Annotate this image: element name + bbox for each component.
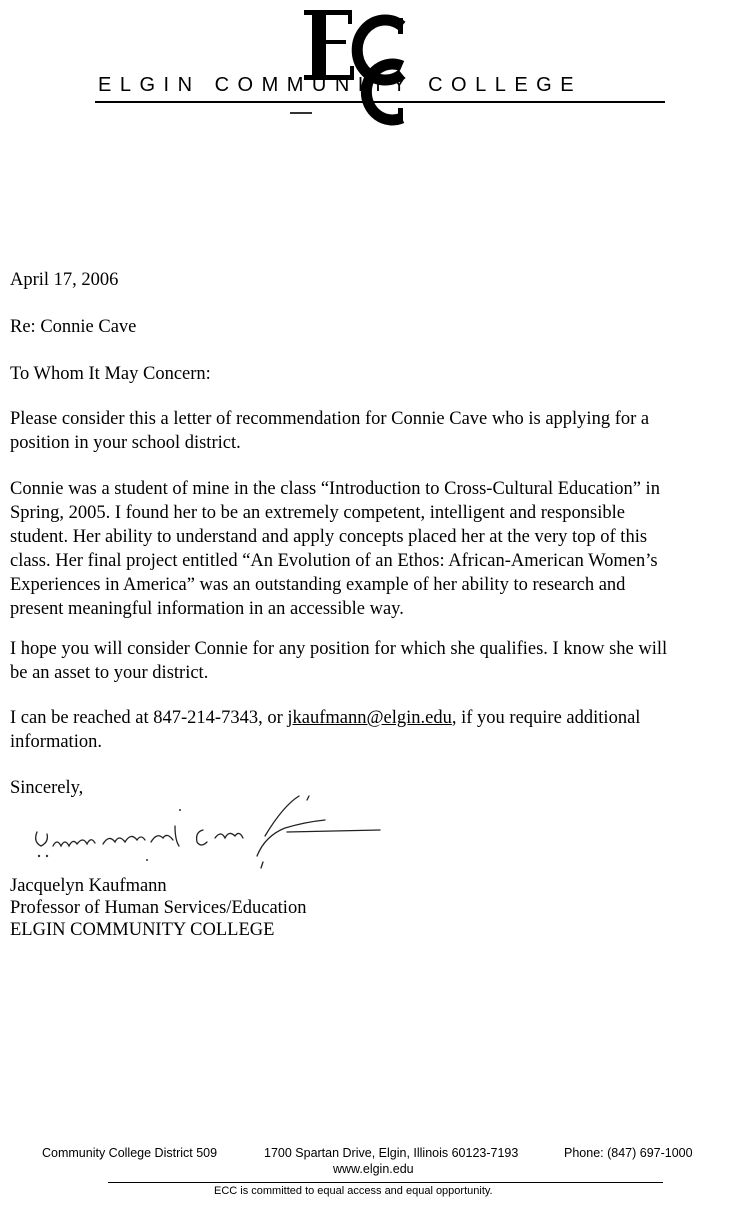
paragraph-2-line-5: Experiences in America” was an outstanding example of her ability to research and xyxy=(10,575,626,595)
paragraph-1-line-2: position in your school district. xyxy=(10,433,241,453)
contact-text-before: I can be reached at 847-214-7343, or xyxy=(10,708,288,728)
contact-text-after: , if you require additional xyxy=(451,708,641,728)
paragraph-4-line-2: information. xyxy=(10,732,102,752)
letterhead xyxy=(0,0,750,130)
footer-website[interactable]: www.elgin.edu xyxy=(333,1162,414,1176)
paragraph-2-line-1: Connie was a student of mine in the class “Introduction to Cross-Cultural Education” in xyxy=(10,479,660,499)
letter-closing: Sincerely, xyxy=(10,778,84,798)
handwritten-signature xyxy=(25,790,405,880)
letter-re-line: Re: Connie Cave xyxy=(10,317,137,337)
letter-date: April 17, 2006 xyxy=(10,270,119,290)
letterhead-mark xyxy=(290,112,312,114)
footer-phone: Phone: (847) 697-1000 xyxy=(564,1146,693,1160)
college-name: ELGIN COMMUNITY COLLEGE xyxy=(98,74,583,96)
signer-organization: ELGIN COMMUNITY COLLEGE xyxy=(10,920,275,940)
footer-equal-access: ECC is committed to equal access and equal opportunity. xyxy=(214,1185,493,1197)
paragraph-3-line-1: I hope you will consider Connie for any position for which she qualifies. I know she will xyxy=(10,639,668,659)
paragraph-3-line-2: be an asset to your district. xyxy=(10,663,209,683)
signer-title: Professor of Human Services/Education xyxy=(10,898,307,918)
email-link[interactable]: jkaufmann@elgin.edu xyxy=(287,708,452,728)
paragraph-2-line-2: Spring, 2005. I found her to be an extremely competent, intelligent and responsible xyxy=(10,503,625,523)
signer-name: Jacquelyn Kaufmann xyxy=(10,876,167,896)
paragraph-2-line-3: student. Her ability to understand and apply concepts placed her at the very top of this xyxy=(10,527,648,547)
paragraph-4-line-1 xyxy=(10,706,722,730)
paragraph-2-line-4: class. Her final project entitled “An Evolution of an Ethos: African-American Women’s xyxy=(10,551,658,571)
footer-district: Community College District 509 xyxy=(42,1146,218,1160)
paragraph-1-line-1: Please consider this a letter of recommendation for Connie Cave who is applying for a xyxy=(10,409,650,429)
ecc-logo xyxy=(290,4,440,129)
letterhead-rule xyxy=(95,101,665,103)
footer-rule xyxy=(108,1182,663,1183)
footer-address: 1700 Spartan Drive, Elgin, Illinois 60123-7193 xyxy=(264,1146,519,1160)
paragraph-2-line-6: present meaningful information in an accessible way. xyxy=(10,599,404,619)
letter-salutation: To Whom It May Concern: xyxy=(10,364,211,384)
